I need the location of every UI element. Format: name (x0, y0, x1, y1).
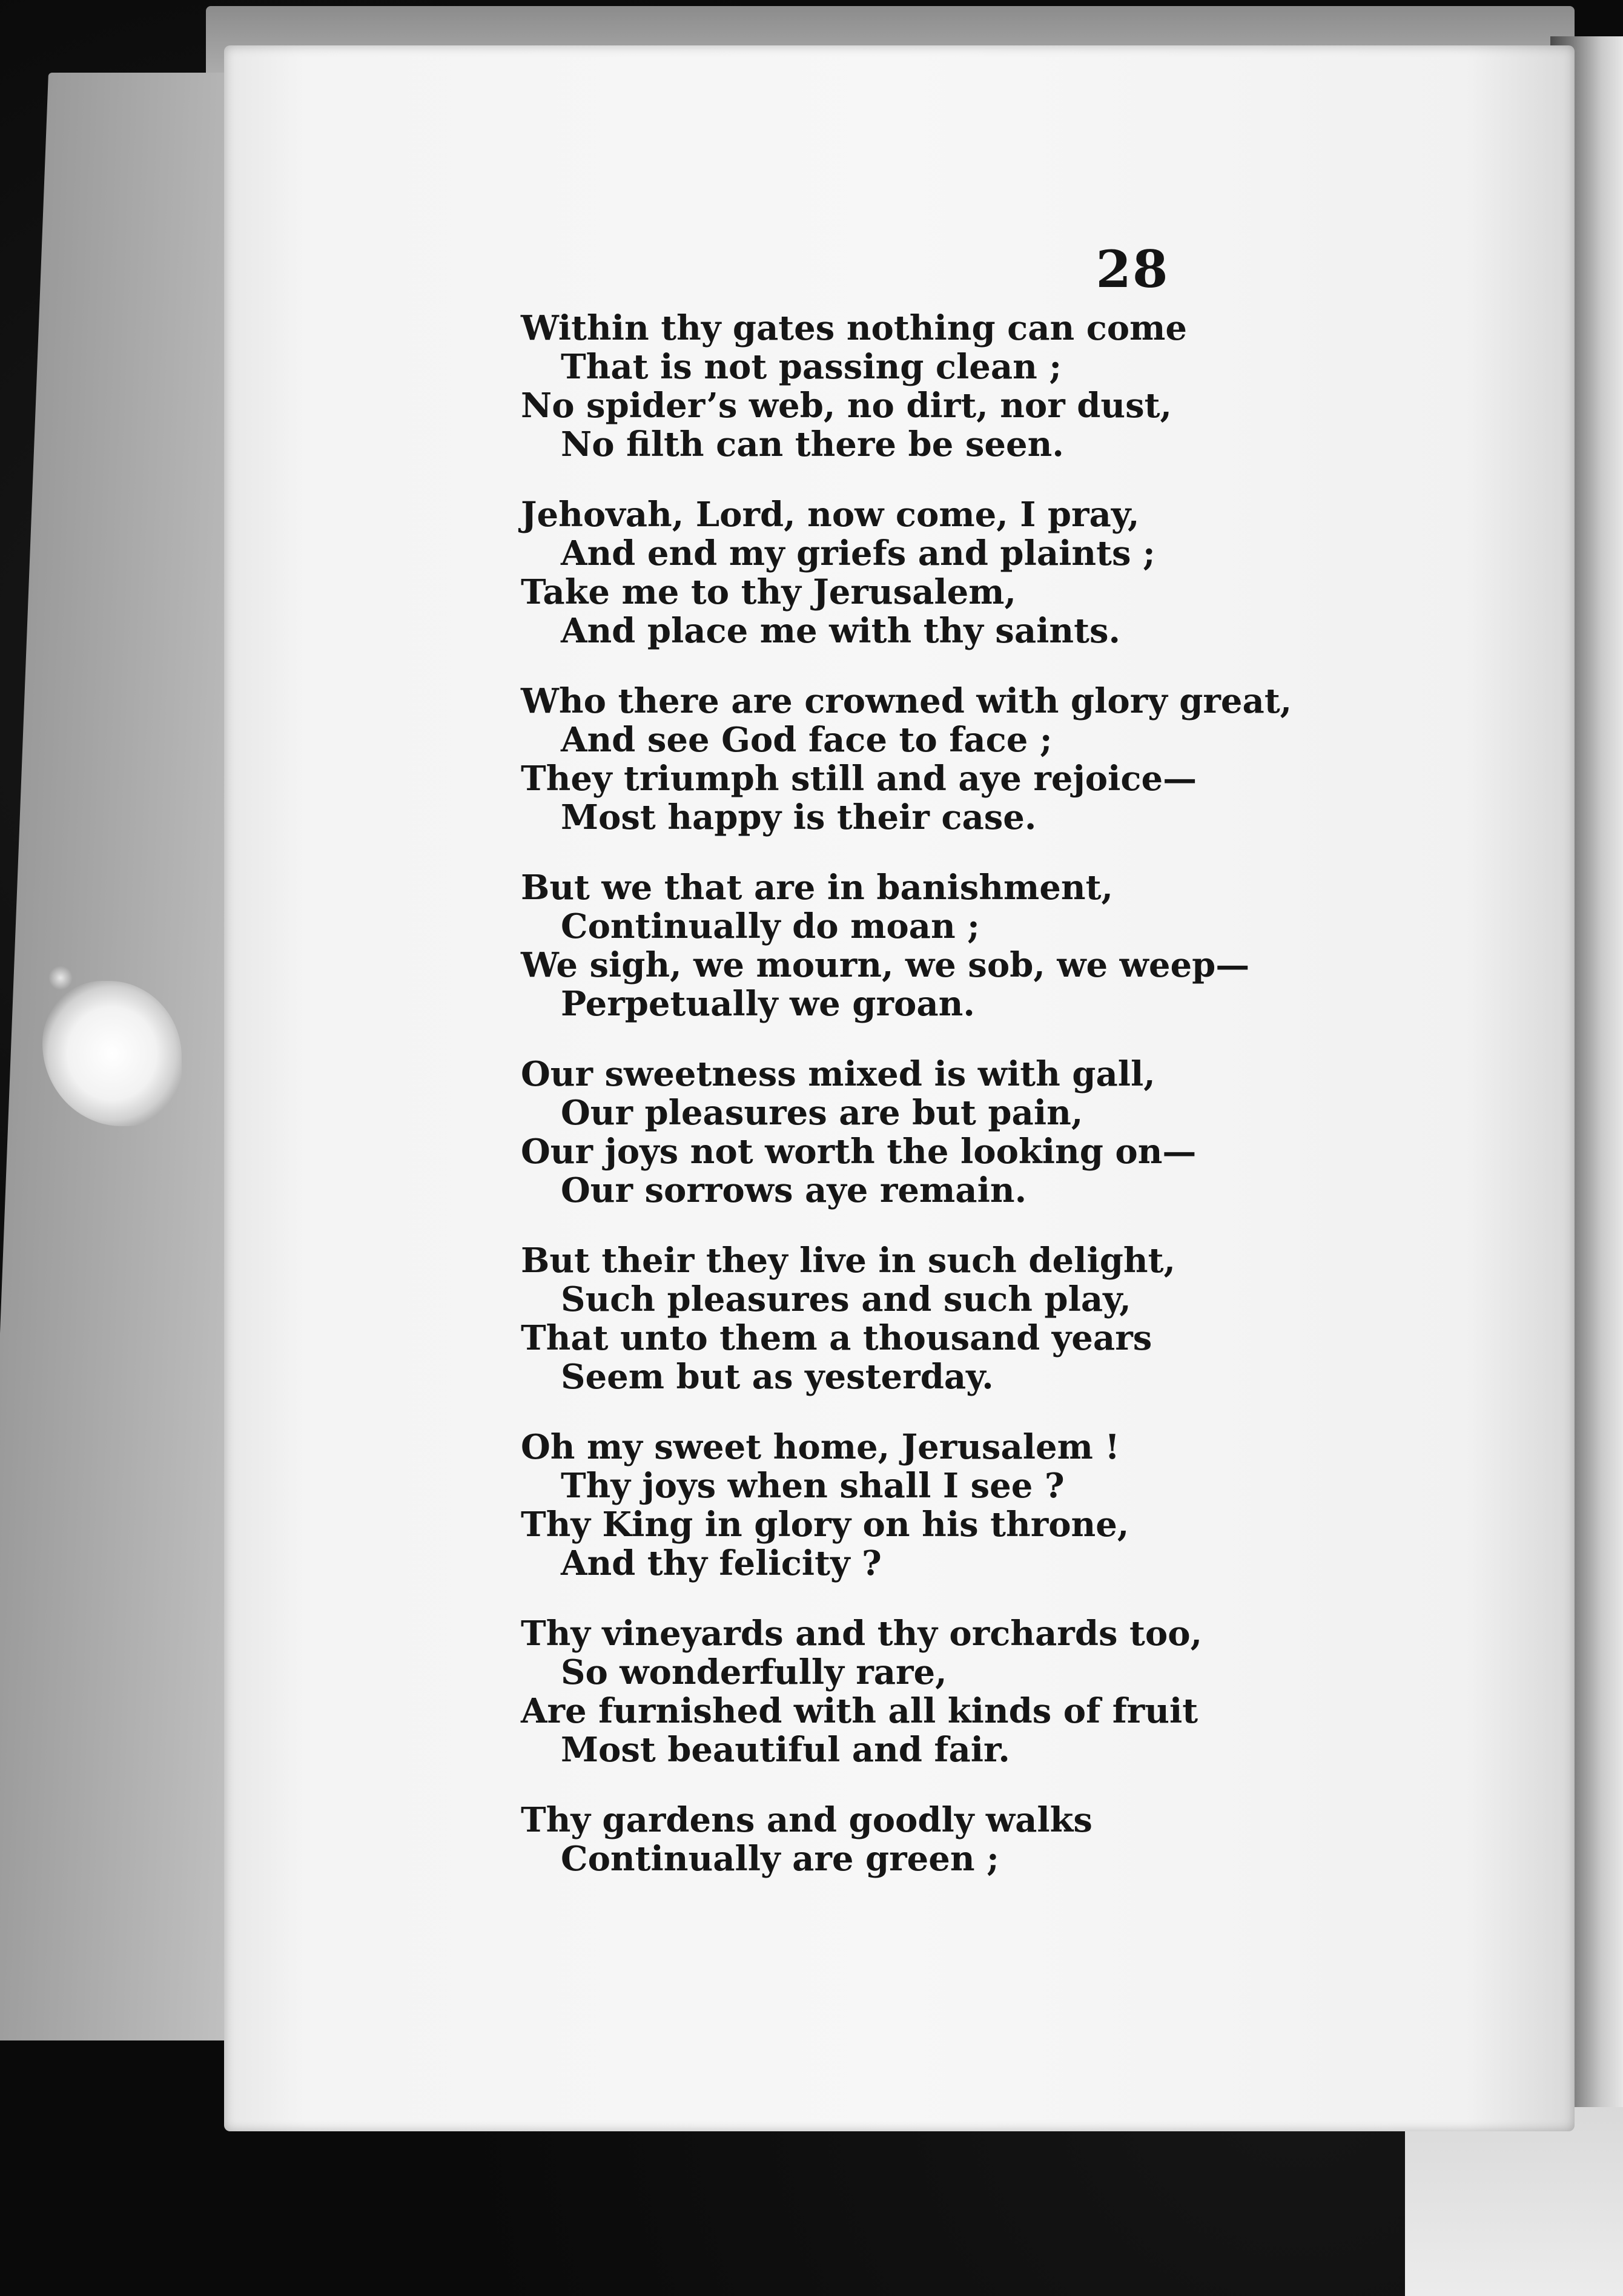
poem-line: And see God face to face ; (561, 720, 1053, 760)
poem-line: No filth can there be seen. (561, 424, 1064, 464)
poem-line: No spider’s web, no dirt, nor dust, (521, 386, 1172, 426)
poem-line: That unto them a thousand years (521, 1318, 1152, 1358)
poem-line: And end my griefs and plaints ; (561, 533, 1155, 573)
poem-line: And place me with thy saints. (561, 611, 1120, 651)
poem-line: Our sweetness mixed is with gall, (521, 1054, 1155, 1094)
poem-line: But their they live in such delight, (521, 1241, 1175, 1281)
poem-line: Thy joys when shall I see ? (561, 1466, 1065, 1506)
poem-line: We sigh, we mourn, we sob, we weep— (521, 945, 1250, 985)
poem-line: Jehovah, Lord, now come, I pray, (521, 495, 1140, 535)
page-number-container (1011, 239, 1254, 306)
poem-line: Continually are green ; (561, 1839, 999, 1879)
poem-line: Seem but as yesterday. (561, 1357, 994, 1397)
poem-line: Most beautiful and fair. (561, 1730, 1010, 1770)
stanza (521, 868, 1550, 1023)
poem-line: So wonderfully rare, (561, 1652, 947, 1692)
opposite-page-corner (1405, 2107, 1623, 2296)
poem-line: That is not passing clean ; (561, 347, 1062, 387)
stanza (521, 1428, 1550, 1583)
stanza (521, 1801, 1550, 1878)
stanza (521, 495, 1550, 650)
stanza (521, 1241, 1550, 1396)
poem-line: Continually do moan ; (561, 906, 980, 946)
poem-text (521, 309, 1550, 1910)
poem-line: But we that are in banishment, (521, 868, 1114, 908)
poem-line: And thy felicity ? (561, 1543, 882, 1583)
poem-line: Within thy gates nothing can come (521, 308, 1188, 348)
poem-line: Who there are crowned with glory great, (521, 681, 1292, 721)
stanza (521, 1614, 1550, 1769)
poem-line: Our joys not worth the looking on— (521, 1132, 1197, 1172)
poem-line: Take me to thy Jerusalem, (521, 572, 1017, 612)
poem-line: They triumph still and aye rejoice— (521, 759, 1197, 799)
poem-line: Our sorrows aye remain. (561, 1170, 1027, 1210)
poem-line: Most happy is their case. (561, 797, 1037, 837)
poem-line: Our pleasures are but pain, (561, 1093, 1083, 1133)
stanza (521, 682, 1550, 837)
stanza (521, 309, 1550, 464)
poem-line: Perpetually we groan. (561, 984, 975, 1024)
poem-line: Thy vineyards and thy orchards too, (521, 1614, 1203, 1654)
poem-line: Such pleasures and such play, (561, 1279, 1131, 1319)
paper-damage-fleck (48, 966, 73, 990)
stanza (521, 1055, 1550, 1210)
poem-line: Are furnished with all kinds of fruit (521, 1691, 1198, 1731)
poem-line: Oh my sweet home, Jerusalem ! (521, 1427, 1120, 1467)
poem-line: Thy King in glory on his throne, (521, 1505, 1129, 1545)
page-number: 28 (1096, 239, 1169, 299)
poem-line: Thy gardens and goodly walks (521, 1800, 1092, 1840)
